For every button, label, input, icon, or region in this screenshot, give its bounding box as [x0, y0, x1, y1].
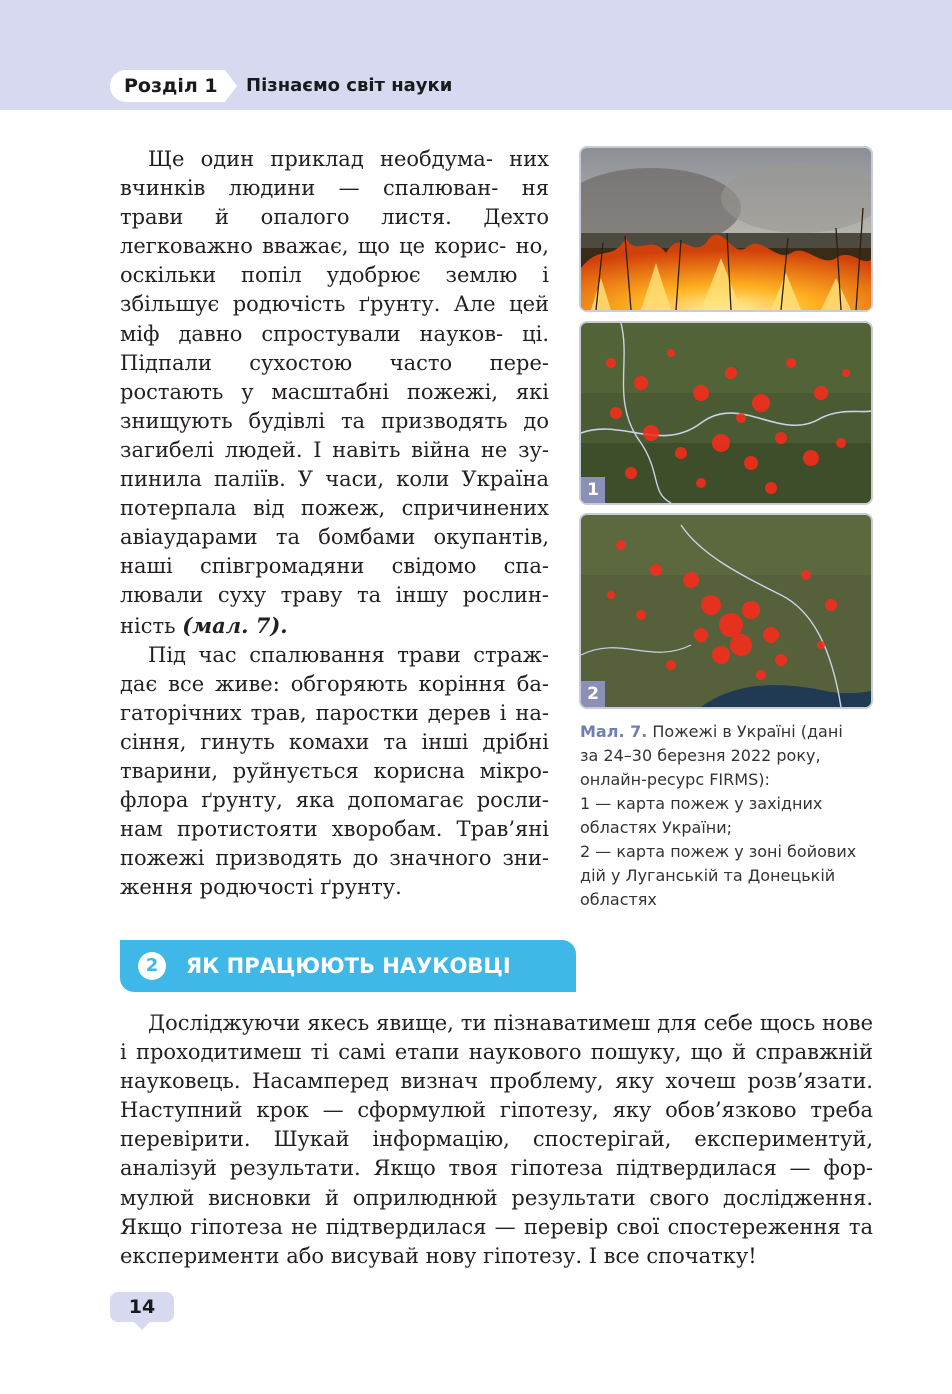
paragraph-1 — [120, 145, 549, 641]
text-line: легковажно вважає, що це корис- — [120, 234, 507, 259]
text-line: но, оскільки попіл удобрює землю — [120, 234, 549, 288]
text-line: дає все живе: обгоряють коріння ба- — [120, 671, 549, 696]
figure-badge-2: 2 — [581, 681, 605, 707]
text-line: Під час спалювання трави страж- — [148, 642, 549, 667]
figure-badge-1: 1 — [581, 477, 605, 503]
text-line: і проходитимеш ті самі етапи наукового пошуку, що й справжній — [120, 1040, 873, 1065]
section-body-text — [120, 1009, 873, 1271]
text-line: ростають у масштабні пожежі, які — [120, 379, 549, 404]
text-line: перевірити. Шукай інформацію, спостерігай, експериментуй, — [120, 1127, 873, 1152]
text-line: пожежі призводять до значного зни- — [120, 846, 549, 871]
section-title: ЯК ПРАЦЮЮТЬ НАУКОВЦІ — [186, 954, 511, 978]
text-line: лювали суху траву та іншу рослин- — [120, 583, 549, 608]
grass-fire-image — [581, 148, 871, 310]
text-line: експерименти або висувай нову гіпотезу. І все спочатку! — [120, 1243, 757, 1268]
text-line: Досліджуючи якесь явище, ти пізнаватимеш для себе щось нове — [148, 1011, 873, 1035]
figure-label: Мал. 7. — [580, 722, 648, 741]
text-line: них вчинків людини — спалюван- — [120, 147, 549, 201]
caption-line: областях України; — [580, 818, 733, 837]
figure-reference: (мал. 7). — [182, 612, 288, 638]
section-heading — [120, 940, 576, 992]
figure-caption — [580, 720, 880, 912]
caption-line: дій у Луганській та Донецькій — [580, 866, 836, 885]
text-line: науковець. Насамперед визнач проблему, яку хочеш розв’язати. — [120, 1069, 873, 1094]
text-line: мулюй висновки й оприлюднюй результати свого дослідження. — [120, 1185, 873, 1210]
text-line: ження родючості ґрунту. — [120, 875, 402, 900]
text-line: ність — [120, 613, 176, 638]
chapter-label: Розділ 1 — [110, 70, 225, 102]
text-line: потерпала від пожеж, спричинених — [120, 496, 549, 521]
caption-line: 1 — карта пожеж у західних — [580, 794, 823, 813]
text-line: флора ґрунту, яка допомагає росли- — [120, 788, 549, 813]
fire-map-western-image — [581, 323, 871, 503]
text-line: гаторічних трав, паростки дерев і на- — [120, 700, 549, 725]
text-line: пинила паліїв. У часи, коли Україна — [120, 467, 549, 492]
text-line: Якщо гіпотеза не підтвердилася — перевір свої спостереження та — [120, 1214, 873, 1239]
text-line: і збільшує родючість ґрунту. Але — [120, 263, 549, 317]
chapter-title: Пізнаємо світ науки — [246, 75, 453, 96]
text-line: аналізуй результати. Якщо твоя гіпотеза підтвердилася — фор- — [120, 1156, 873, 1181]
text-line: ці. Підпали сухостою часто пере- — [120, 321, 549, 375]
text-line: знищують будівлі та призводять до — [120, 408, 549, 433]
caption-line: 2 — карта пожеж у зоні бойових — [580, 842, 857, 861]
grass-fire-photo — [581, 148, 871, 310]
text-line: Ще один приклад необдума- — [148, 147, 493, 171]
paragraph-2 — [120, 641, 549, 903]
text-line: тварини, руйнується корисна мікро- — [120, 758, 549, 783]
text-line: наші співгромадяни свідомо спа- — [120, 554, 549, 579]
caption-line: Пожежі в Україні (дані — [652, 722, 843, 741]
caption-line: за 24–30 березня 2022 року, — [580, 746, 821, 765]
body-column-text — [120, 145, 549, 902]
text-line: сіння, гинуть комахи та інші дрібні — [120, 729, 549, 754]
fire-map-donbas-image — [581, 515, 871, 707]
text-line: авіаударами та бомбами окупантів, — [120, 525, 549, 550]
text-line: Наступний крок — сформулюй гіпотезу, яку обов’язково треба — [120, 1098, 873, 1123]
section-number-badge: 2 — [138, 952, 166, 980]
caption-line: областях — [580, 890, 657, 909]
caption-line: онлайн-ресурс FIRMS): — [580, 770, 770, 789]
page-number: 14 — [110, 1292, 174, 1322]
section-paragraph — [120, 1009, 873, 1271]
text-line: ня трави й опалого листя. Дехто — [120, 176, 549, 230]
fire-map-western-photo — [581, 323, 871, 503]
text-line: нам протистояти хворобам. Трав’яні — [120, 817, 549, 842]
fire-map-donbas-photo — [581, 515, 871, 707]
text-line: загибелі людей. І навіть війна не зу- — [120, 437, 549, 462]
text-line: цей міф давно спростували науков- — [120, 292, 549, 346]
